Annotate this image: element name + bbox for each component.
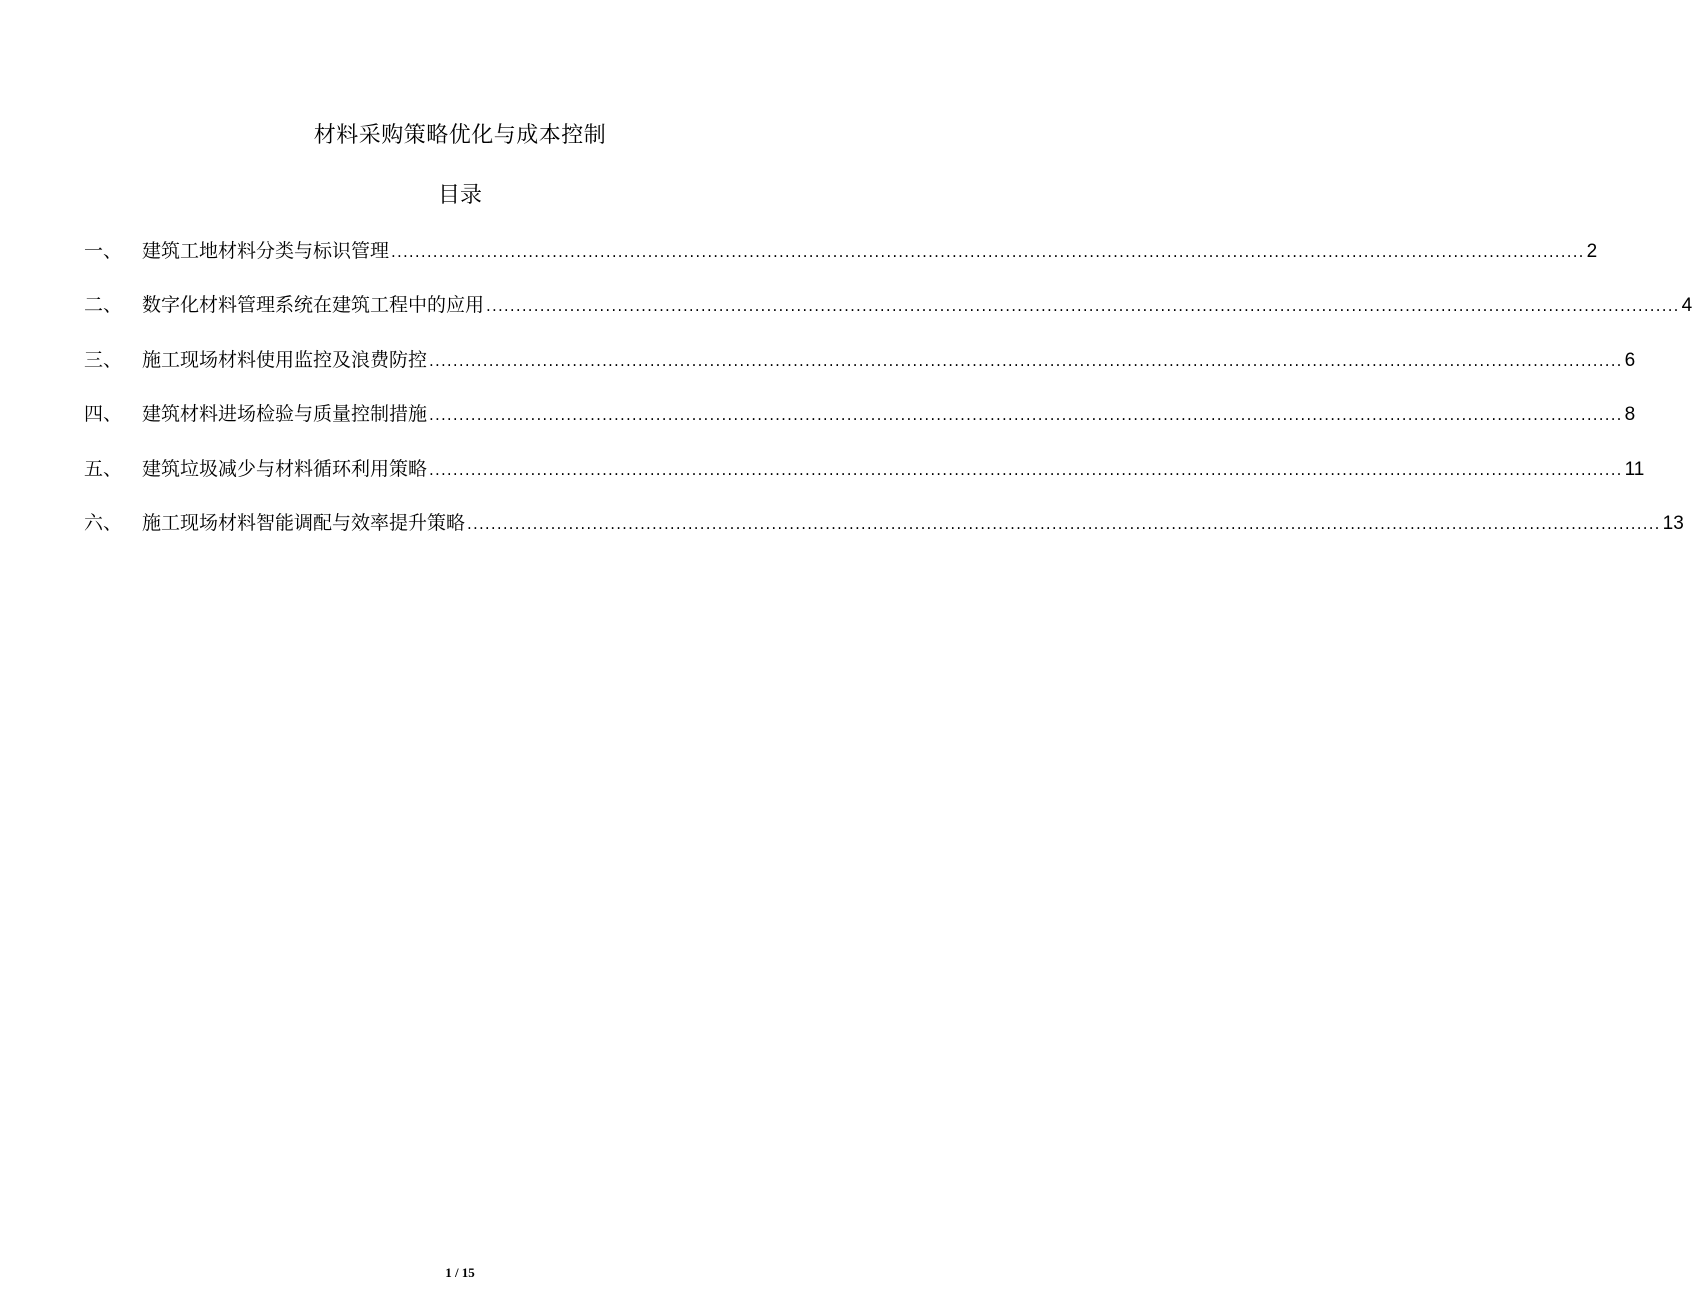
toc-entry-1[interactable] [84,233,1598,269]
toc-dot-leader: ........................................................................................................................................................................................................ [391,243,1585,261]
toc-entry-3[interactable] [84,342,1636,378]
toc-entry-page: 4 [1681,295,1692,317]
toc-entry-number: 六、 [84,511,123,534]
toc-entry-title: 数字化材料管理系统在建筑工程中的应用 [142,294,485,317]
toc-entry-title: 建筑材料进场检验与质量控制措施 [142,403,428,426]
toc-entry-page: 6 [1624,349,1636,371]
toc-entry-number: 三、 [84,348,123,371]
toc-entry-2[interactable] [84,287,1692,323]
toc-entry-title: 施工现场材料使用监控及浪费防控 [142,348,428,371]
toc-entry-page: 13 [1662,512,1684,534]
toc-entry-number: 二、 [84,294,123,317]
toc-entry-6[interactable] [84,505,1684,541]
toc-entry-5[interactable] [84,451,1645,487]
toc-dot-leader: ........................................................................................................................................................................................................ [429,406,1623,425]
toc-entry-title: 施工现场材料智能调配与效率提升策略 [142,511,466,534]
document-title: 材料采购策略优化与成本控制 [313,123,607,148]
page-number-footer: 1 / 15 [445,1265,475,1280]
toc-dot-leader: ........................................................................................................................................................................................................ [467,514,1661,533]
table-of-contents [84,233,1692,559]
toc-entry-page: 11 [1624,458,1645,480]
toc-entry-number: 五、 [84,457,123,480]
toc-dot-leader: ........................................................................................................................................................................................................ [429,460,1623,479]
toc-entry-number: 四、 [84,403,123,426]
toc-dot-leader: ........................................................................................................................................................................................................ [486,297,1680,316]
toc-entry-title: 建筑工地材料分类与标识管理 [142,240,390,262]
toc-entry-title: 建筑垃圾减少与材料循环利用策略 [142,457,428,480]
toc-entry-4[interactable] [84,396,1636,432]
toc-entry-page: 2 [1586,241,1598,262]
toc-dot-leader: ........................................................................................................................................................................................................ [429,351,1623,370]
toc-entry-page: 8 [1624,404,1636,426]
toc-heading: 目录 [437,183,482,208]
toc-entry-number: 一、 [84,240,123,262]
